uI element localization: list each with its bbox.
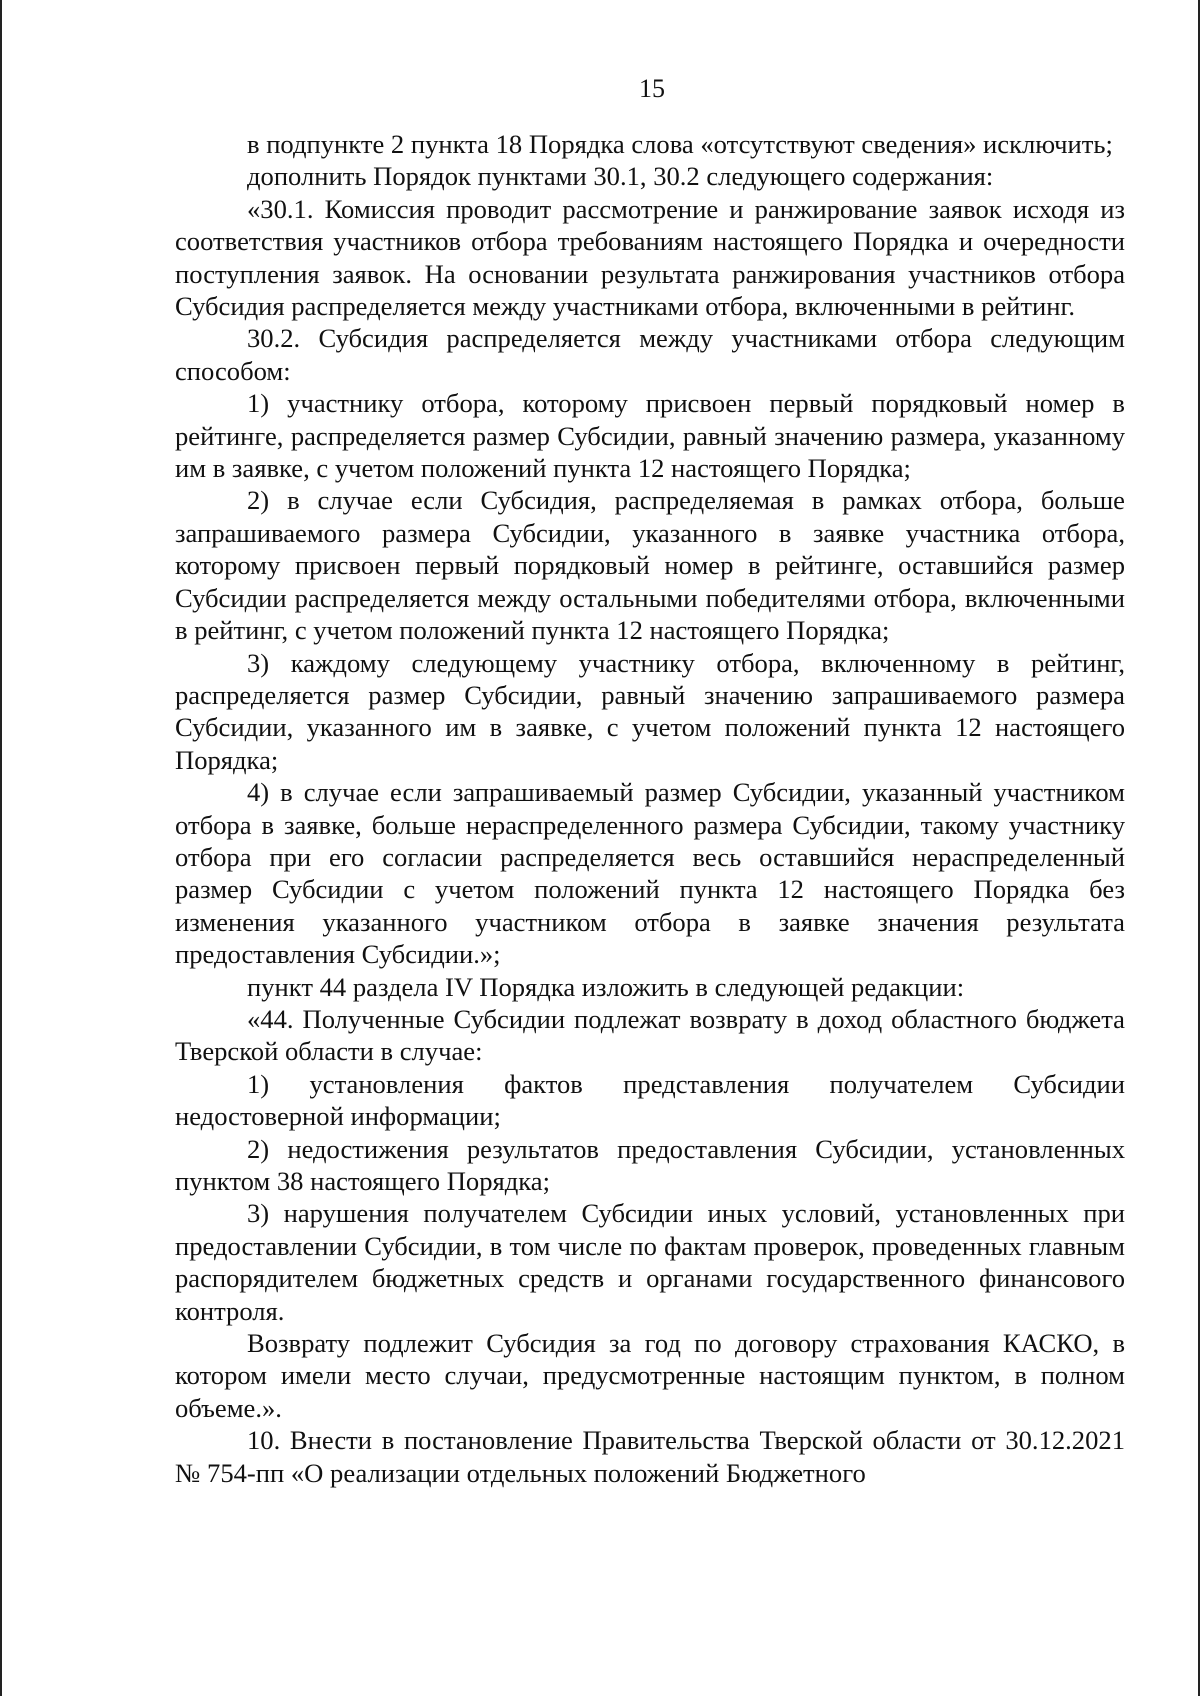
paragraph-exclusion: в подпункте 2 пункта 18 Порядка слова «отсутствуют сведения» исключить; [247, 129, 1113, 159]
paragraph-44-item-1: 1) установления фактов представления получателем Субсидии недостоверной информации; [175, 1068, 1125, 1132]
paragraph-44-item-3: 3) нарушения получателем Субсидии иных условий, установленных при предоставлении Субсидии, в том числе по фактам проверок, проведенных главным распорядителем бюджетных средств и органами государственного финансового контроля. [175, 1198, 1125, 1326]
paragraph-item-2: 2) в случае если Субсидия, распределяемая в рамках отбора, больше запрашиваемого размера Субсидии, указанного в заявке участника отбора, которому присвоен первый порядковый номер в рейтинге, оставшийся размер Субсидии распределяется между остальными победителями отбора, включенными в рейтинг, с учетом положений пункта 12 настоящего Порядка; [175, 485, 1125, 646]
paragraph-44: «44. Полученные Субсидии подлежат возврату в доход областного бюджета Тверской области в случае: [175, 1003, 1125, 1067]
paragraph-point-44-intro: пункт 44 раздела IV Порядка изложить в следующей редакции: [247, 971, 965, 1002]
paragraph-30-1: «30.1. Комиссия проводит рассмотрение и ранжирование заявок исходя из соответствия участников отбора требованиям настоящего Порядка и очередности поступления заявок. На основании результата ранжирования участников отбора Субсидия распределяется между участниками отбора, включенными в рейтинг. [175, 193, 1125, 322]
paragraph-addition: дополнить Порядок пунктами 30.1, 30.2 следующего содержания: [247, 161, 994, 192]
paragraph-item-3: 3) каждому следующему участнику отбора, включенному в рейтинг, распределяется размер Субсидии, равный значению запрашиваемого размера Субсидии, указанного им в заявке, с учетом положений пункта 12 настоящего Порядка; [175, 647, 1125, 775]
paragraph-44-item-2: 2) недостижения результатов предоставления Субсидии, установленных пунктом 38 настоящего Порядка; [175, 1133, 1125, 1196]
paragraph-30-2: 30.2. Субсидия распределяется между участниками отбора следующим способом: [175, 323, 1125, 386]
scan-edge-left [0, 0, 2, 1696]
paragraph-10: 10. Внести в постановление Правительства Тверской области от 30.12.2021 № 754-пп «О реализации отдельных положений Бюджетного [175, 1425, 1125, 1488]
paragraph-item-1: 1) участнику отбора, которому присвоен первый порядковый номер в рейтинге, распределяется размер Субсидии, равный значению размера, указанному им в заявке, с учетом положений пункта 12 настоящего Порядка; [175, 388, 1125, 484]
document-body [175, 128, 1125, 1489]
page-number: 15 [639, 74, 665, 103]
paragraph-refund: Возврату подлежит Субсидия за год по договору страхования КАСКО, в котором имели место случаи, предусмотренные настоящим пунктом, в полном объеме.». [175, 1328, 1125, 1423]
paragraph-item-4: 4) в случае если запрашиваемый размер Субсидии, указанный участником отбора в заявке, больше нераспределенного размера Субсидии, такому участнику отбора при его согласии распределяется весь оставшийся нераспределенный размер Субсидии с учетом положений пункта 12 настоящего Порядка без изменения указанного участником отбора в заявке значения результата предоставления Субсидии.»; [175, 777, 1125, 970]
